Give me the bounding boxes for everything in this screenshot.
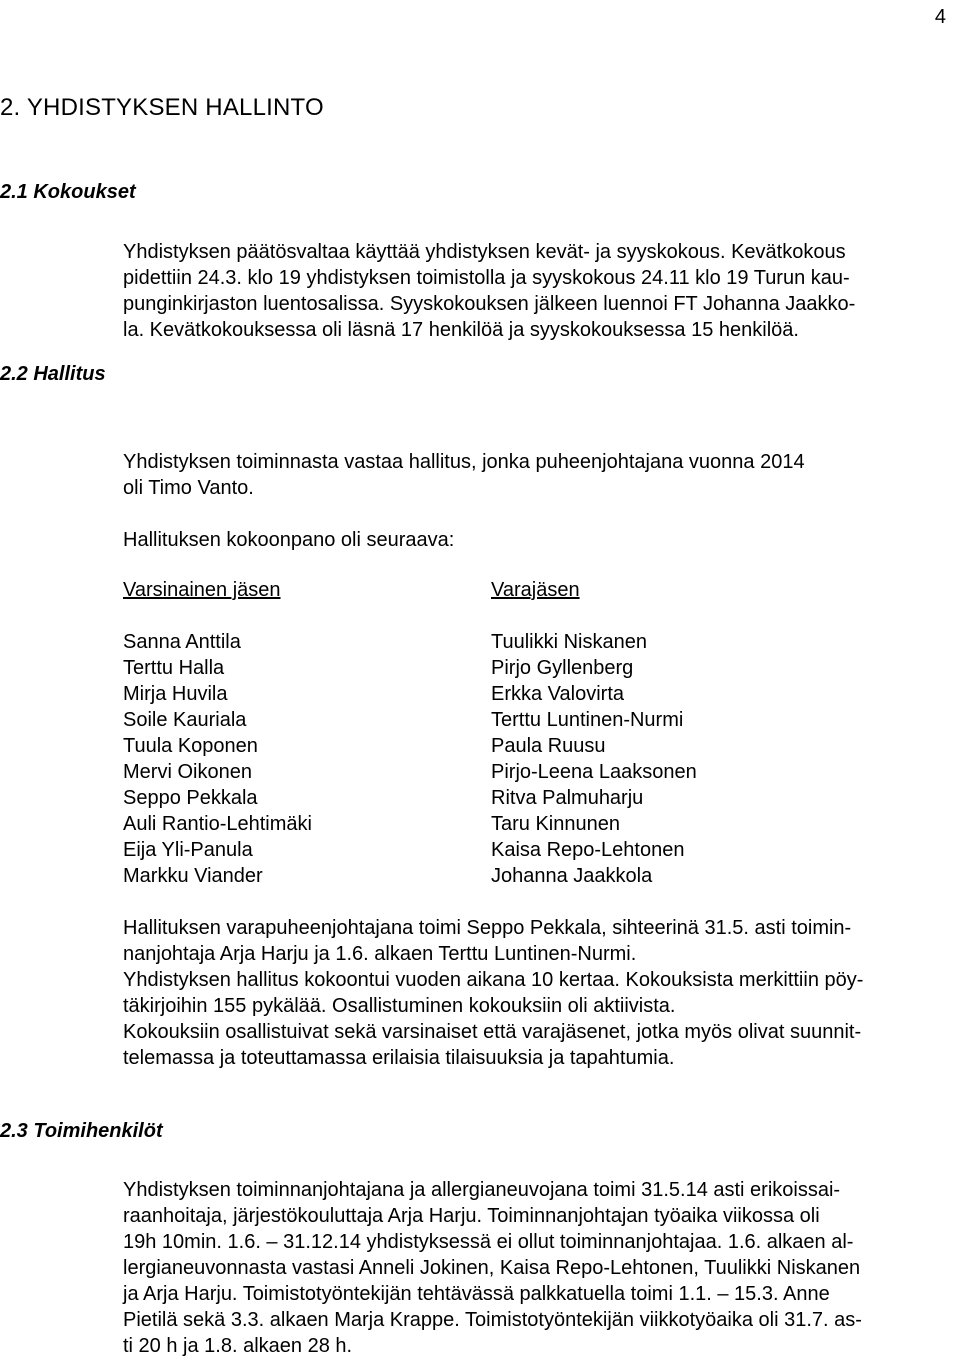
main-heading: 2. YHDISTYKSEN HALLINTO (0, 94, 324, 121)
section-title-hallitus: 2.2 Hallitus (0, 363, 106, 385)
text-line: telemassa ja toteuttamassa erilaisia tilaisuuksia ja tapahtumia. (123, 1047, 675, 1069)
list-item: Pirjo-Leena Laaksonen (491, 761, 697, 783)
list-item: Paula Ruusu (491, 735, 606, 757)
text-line: pidettiin 24.3. klo 19 yhdistyksen toimistolla ja syyskokous 24.11 klo 19 Turun kau- (123, 267, 850, 289)
list-item: Eija Yli-Panula (123, 839, 253, 861)
list-item: Mervi Oikonen (123, 761, 252, 783)
text-line: täkirjoihin 155 pykälää. Osallistuminen kokouksiin oli aktiivista. (123, 995, 676, 1017)
members-column-heading: Varsinainen jäsen (123, 579, 281, 601)
kokoukset-paragraph (123, 239, 960, 343)
list-item: Terttu Luntinen-Nurmi (491, 709, 684, 731)
text-line: Yhdistyksen hallitus kokoontui vuoden aikana 10 kertaa. Kokouksista merkittiin pöy- (123, 969, 864, 991)
list-item: Taru Kinnunen (491, 813, 620, 835)
text-line: punginkirjaston luentosalissa. Syyskokouksen jälkeen luennoi FT Johanna Jaakko- (123, 293, 856, 315)
text-line: 19h 10min. 1.6. – 31.12.14 yhdistyksessä ei ollut toiminnanjohtajaa. 1.6. alkaen al- (123, 1231, 854, 1253)
list-item: Soile Kauriala (123, 709, 247, 731)
section-title-toimihenkilot: 2.3 Toimihenkilöt (0, 1120, 163, 1142)
list-item: Tuulikki Niskanen (491, 631, 647, 653)
list-item: Auli Rantio-Lehtimäki (123, 813, 312, 835)
text-line: Kokouksiin osallistuivat sekä varsinaiset että varajäsenet, jotka myös olivat suunnit- (123, 1021, 862, 1043)
hallitus-closing-paragraph (123, 915, 960, 1071)
list-item: Johanna Jaakkola (491, 865, 653, 887)
text-line: nanjohtaja Arja Harju ja 1.6. alkaen Terttu Luntinen-Nurmi. (123, 943, 637, 965)
list-item: Sanna Anttila (123, 631, 241, 653)
list-item: Pirjo Gyllenberg (491, 657, 634, 679)
text-line: Hallituksen varapuheenjohtajana toimi Seppo Pekkala, sihteerinä 31.5. asti toimin- (123, 917, 852, 939)
text-line: Yhdistyksen toiminnanjohtajana ja allergianeuvojana toimi 31.5.14 asti erikoissai- (123, 1179, 841, 1201)
deputies-list (491, 629, 697, 889)
text-line: Pietilä sekä 3.3. alkaen Marja Krappe. Toimistotyöntekijän viikkotyöaika oli 31.7. as- (123, 1309, 862, 1331)
list-item: Seppo Pekkala (123, 787, 258, 809)
list-item: Mirja Huvila (123, 683, 228, 705)
text-line: lergianeuvonnasta vastasi Anneli Jokinen, Kaisa Repo-Lehtonen, Tuulikki Niskanen (123, 1257, 861, 1279)
text-line: la. Kevätkokouksessa oli läsnä 17 henkilöä ja syyskokouksessa 15 henkilöä. (123, 319, 799, 341)
text-line: Yhdistyksen päätösvaltaa käyttää yhdistyksen kevät- ja syyskokous. Kevätkokous (123, 241, 846, 263)
list-item: Ritva Palmuharju (491, 787, 644, 809)
text-line: raanhoitaja, järjestökouluttaja Arja Harju. Toiminnanjohtajan työaika viikossa oli (123, 1205, 820, 1227)
section-title-kokoukset: 2.1 Kokoukset (0, 181, 136, 203)
hallitus-composition: Hallituksen kokoonpano oli seuraava: (123, 529, 455, 551)
hallitus-intro (123, 449, 960, 501)
text-line: Yhdistyksen toiminnasta vastaa hallitus, jonka puheenjohtajana vuonna 2014 (123, 451, 805, 473)
list-item: Terttu Halla (123, 657, 225, 679)
list-item: Kaisa Repo-Lehtonen (491, 839, 685, 861)
text-line: ja Arja Harju. Toimistotyöntekijän tehtävässä palkkatuella toimi 1.1. – 15.3. Anne (123, 1283, 830, 1305)
text-line: oli Timo Vanto. (123, 477, 254, 499)
page-number: 4 (934, 6, 946, 28)
list-item: Tuula Koponen (123, 735, 258, 757)
toimihenkilot-paragraph (123, 1177, 960, 1359)
list-item: Markku Viander (123, 865, 263, 887)
members-list (123, 629, 312, 889)
list-item: Erkka Valovirta (491, 683, 625, 705)
deputies-column-heading: Varajäsen (491, 579, 580, 601)
text-line: ti 20 h ja 1.8. alkaen 28 h. (123, 1335, 353, 1357)
